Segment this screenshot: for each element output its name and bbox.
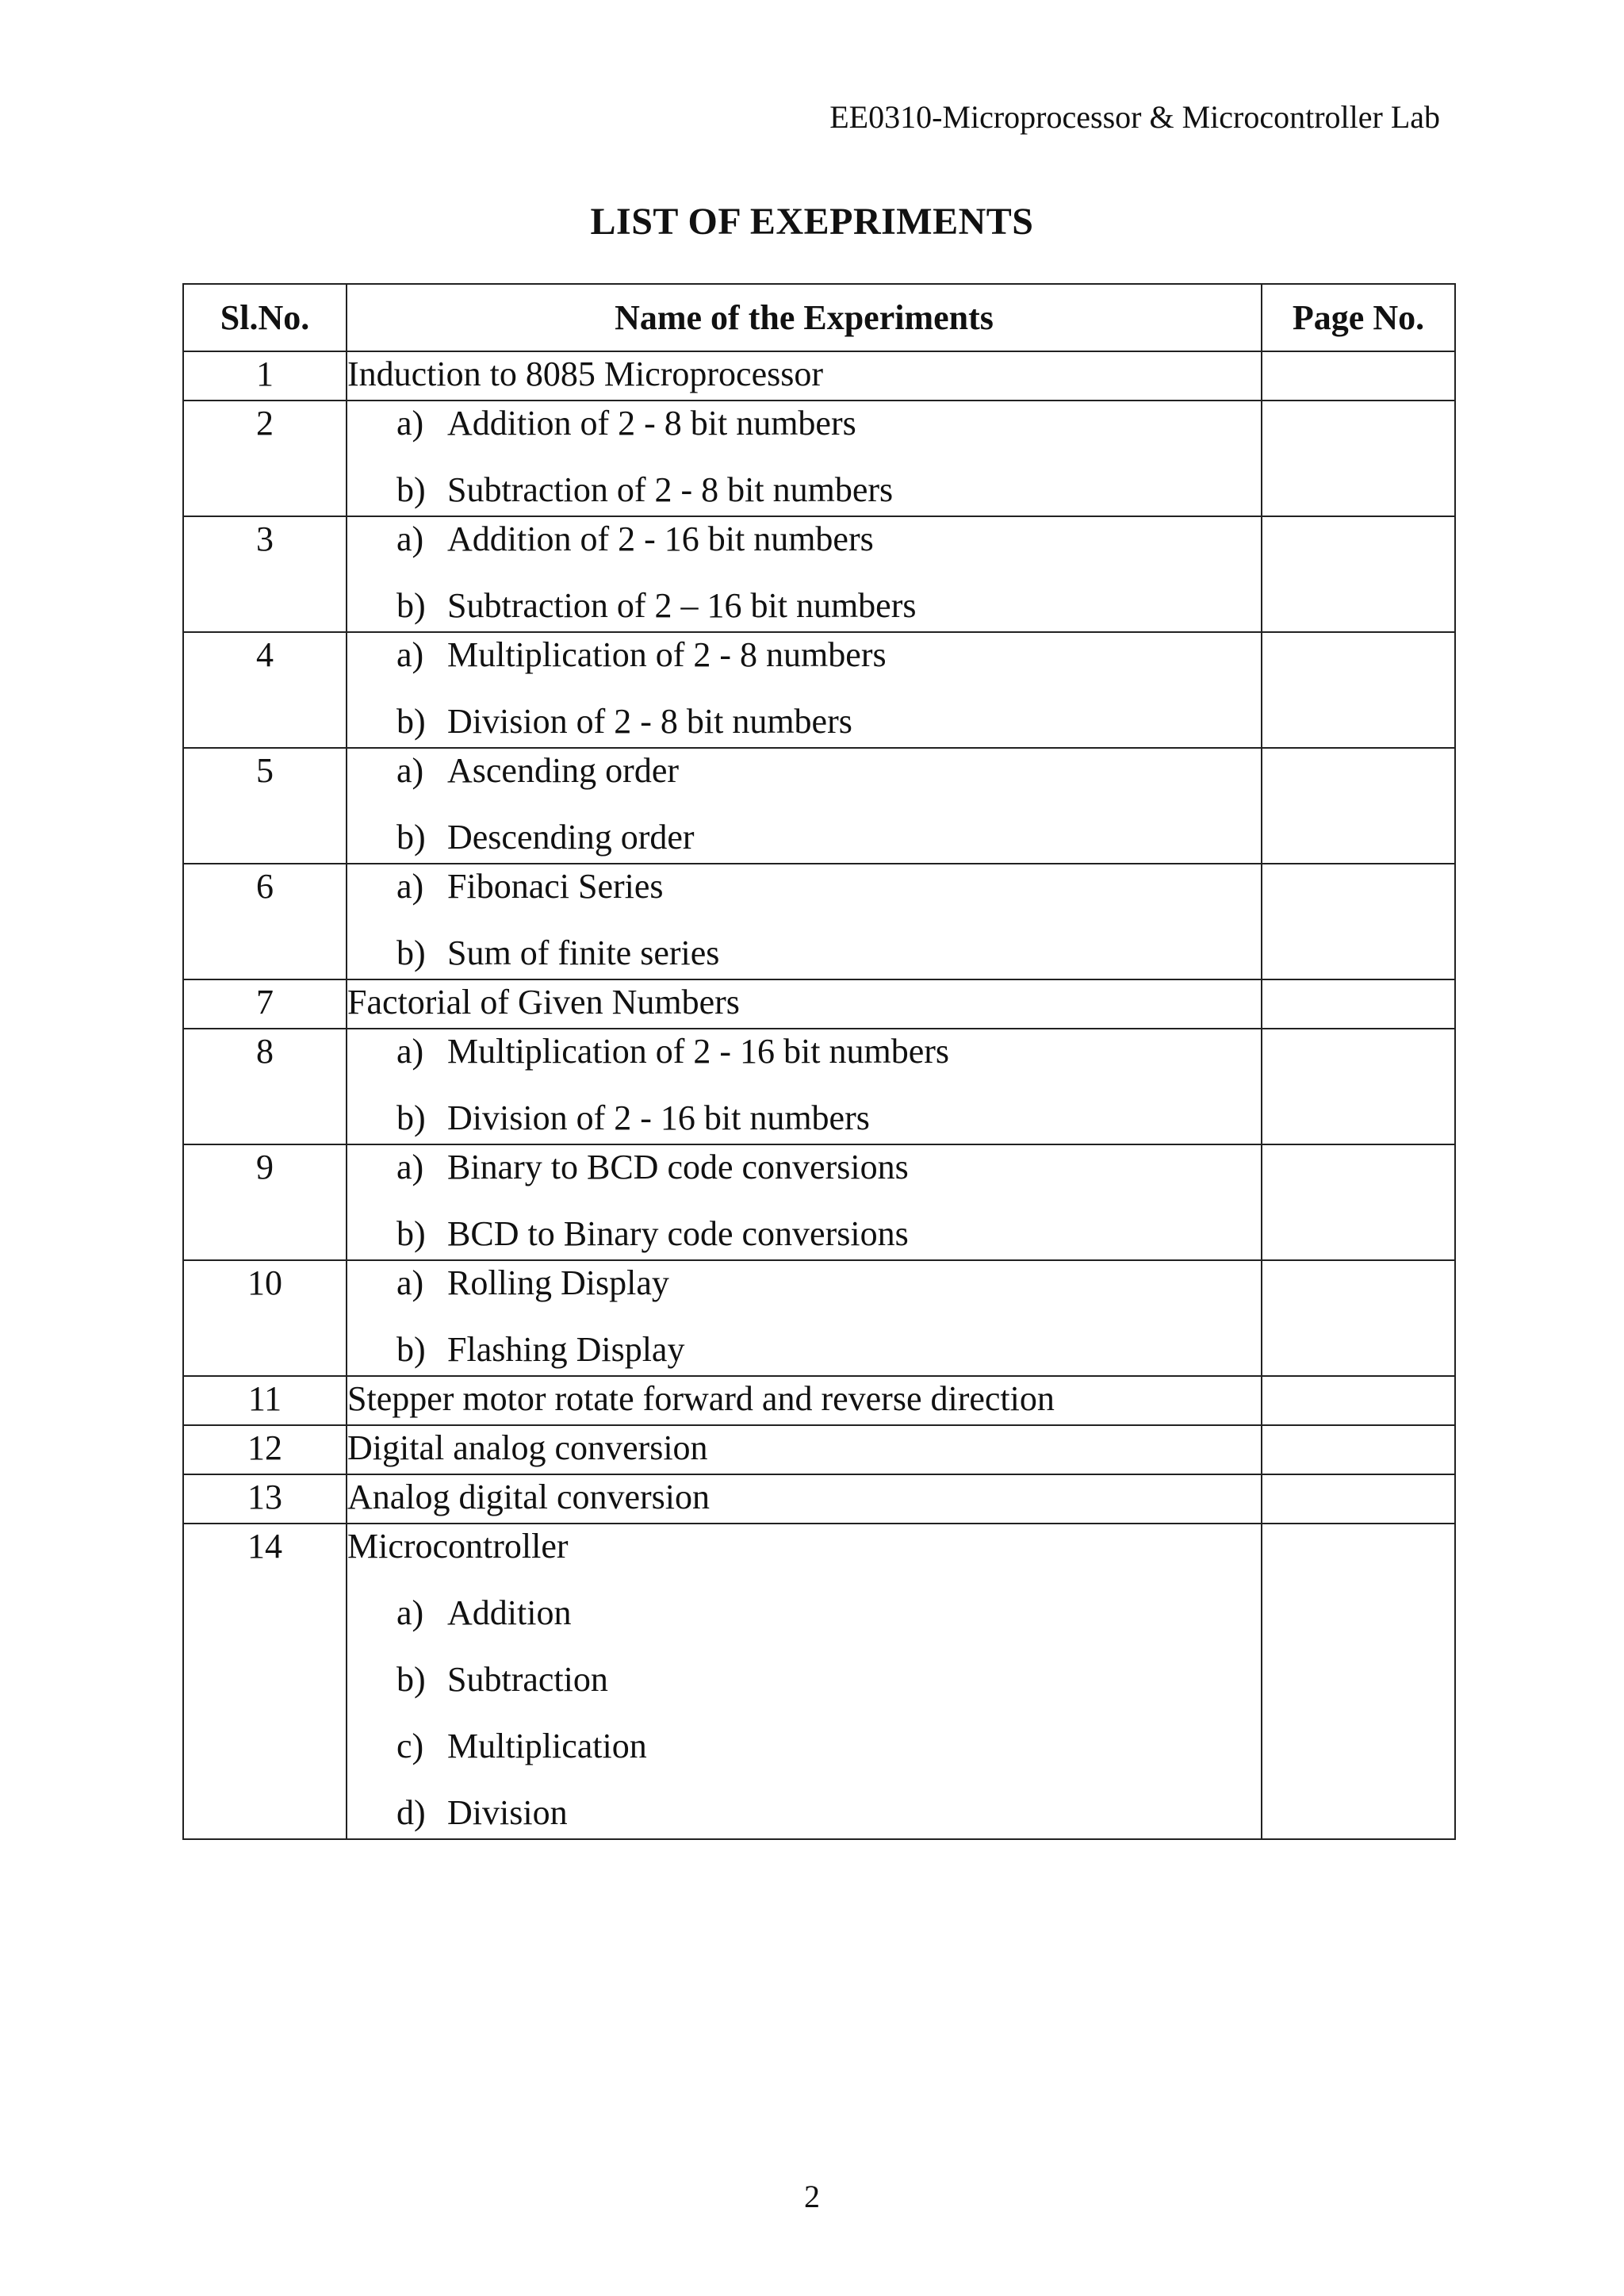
- experiment-sub-item: [347, 1212, 1261, 1259]
- experiment-name-cell: [347, 1425, 1262, 1474]
- table-row: [183, 632, 1455, 748]
- sub-item-text: Ascending order: [447, 751, 680, 790]
- column-header-page-no: Page No.: [1262, 284, 1455, 351]
- experiment-sub-item: [347, 517, 1261, 584]
- table-row: [183, 1144, 1455, 1260]
- page-number-cell: [1262, 1524, 1455, 1839]
- experiment-title: Stepper motor rotate forward and reverse direction: [347, 1379, 1055, 1418]
- page-number-cell: [1262, 632, 1455, 748]
- sub-item-letter: b): [396, 470, 426, 509]
- experiment-title: Induction to 8085 Microprocessor: [347, 355, 823, 393]
- sub-item-letter: a): [396, 1032, 424, 1071]
- sub-item-text: Division of 2 - 16 bit numbers: [447, 1098, 870, 1137]
- experiment-sub-item: [347, 1029, 1261, 1096]
- experiment-name-cell: [347, 1260, 1262, 1376]
- page-number-cell: [1262, 864, 1455, 979]
- sub-item-letter: b): [396, 1098, 426, 1137]
- experiment-name-cell: [347, 351, 1262, 401]
- serial-number-cell: 9: [183, 1144, 347, 1260]
- table-row: [183, 1376, 1455, 1425]
- table-row: [183, 401, 1455, 516]
- serial-number-cell: 14: [183, 1524, 347, 1839]
- experiment-name-cell: [347, 1029, 1262, 1144]
- sub-item-letter: b): [396, 1330, 426, 1369]
- sub-item-letter: b): [396, 818, 426, 857]
- page-number-cell: [1262, 1260, 1455, 1376]
- sub-item-letter: a): [396, 1593, 424, 1632]
- sub-item-letter: a): [396, 519, 424, 558]
- serial-number-cell: 12: [183, 1425, 347, 1474]
- sub-item-text: Sum of finite series: [447, 933, 720, 972]
- sub-item-text: Flashing Display: [447, 1330, 685, 1369]
- sub-item-text: Rolling Display: [447, 1263, 669, 1302]
- serial-number-cell: 5: [183, 748, 347, 864]
- sub-item-text: Subtraction of 2 – 16 bit numbers: [447, 586, 917, 625]
- sub-item-text: Addition: [447, 1593, 572, 1632]
- experiment-name-cell: [347, 864, 1262, 979]
- table-row: [183, 1524, 1455, 1839]
- experiment-sub-item: [347, 584, 1261, 631]
- sub-item-text: Subtraction of 2 - 8 bit numbers: [447, 470, 894, 509]
- sub-item-letter: a): [396, 751, 424, 790]
- serial-number-cell: 4: [183, 632, 347, 748]
- experiments-table-body: [183, 351, 1455, 1839]
- experiment-name-cell: [347, 1474, 1262, 1524]
- experiment-name-cell: [347, 1376, 1262, 1425]
- table-row: [183, 351, 1455, 401]
- serial-number-cell: 10: [183, 1260, 347, 1376]
- sub-item-letter: a): [396, 867, 424, 906]
- serial-number-cell: 7: [183, 979, 347, 1029]
- serial-number-cell: 1: [183, 351, 347, 401]
- sub-item-letter: b): [396, 1660, 426, 1699]
- sub-item-text: Descending order: [447, 818, 695, 857]
- experiments-table: [182, 283, 1456, 1840]
- page-number-cell: [1262, 979, 1455, 1029]
- sub-item-text: Fibonaci Series: [447, 867, 664, 906]
- page-number-cell: [1262, 516, 1455, 632]
- experiment-sub-item: [347, 1145, 1261, 1212]
- sub-item-text: Multiplication of 2 - 16 bit numbers: [447, 1032, 950, 1071]
- experiment-sub-item: [347, 1658, 1261, 1724]
- sub-item-text: Addition of 2 - 16 bit numbers: [447, 519, 874, 558]
- experiment-sub-item: [347, 1591, 1261, 1658]
- sub-item-text: Subtraction: [447, 1660, 608, 1699]
- table-row: [183, 1260, 1455, 1376]
- serial-number-cell: 6: [183, 864, 347, 979]
- experiment-name-cell: [347, 516, 1262, 632]
- sub-item-text: Multiplication: [447, 1727, 647, 1765]
- experiment-name-cell: [347, 748, 1262, 864]
- document-title: LIST OF EXEPRIMENTS: [590, 201, 1034, 243]
- page-number-cell: [1262, 351, 1455, 401]
- page-number-cell: [1262, 1474, 1455, 1524]
- sub-item-letter: a): [396, 1148, 424, 1186]
- page-number-cell: [1262, 1144, 1455, 1260]
- sub-item-text: Binary to BCD code conversions: [447, 1148, 909, 1186]
- experiment-sub-item: [347, 401, 1261, 468]
- sub-item-text: Division of 2 - 8 bit numbers: [447, 702, 852, 741]
- sub-item-letter: b): [396, 933, 426, 972]
- sub-item-letter: a): [396, 635, 424, 674]
- table-header-row: [183, 284, 1455, 351]
- experiment-title: Analog digital conversion: [347, 1478, 710, 1516]
- sub-item-text: Addition of 2 - 8 bit numbers: [447, 404, 856, 443]
- page-number-cell: [1262, 1425, 1455, 1474]
- experiment-sub-item: [347, 815, 1261, 863]
- experiment-sub-item: [347, 1096, 1261, 1144]
- experiment-name-cell: [347, 979, 1262, 1029]
- experiment-sub-item: [347, 1261, 1261, 1328]
- serial-number-cell: 11: [183, 1376, 347, 1425]
- sub-item-letter: d): [396, 1793, 426, 1832]
- experiment-sub-item: [347, 633, 1261, 700]
- sub-item-letter: b): [396, 702, 426, 741]
- sub-item-letter: a): [396, 404, 424, 443]
- table-row: [183, 864, 1455, 979]
- serial-number-cell: 2: [183, 401, 347, 516]
- serial-number-cell: 13: [183, 1474, 347, 1524]
- column-header-name: Name of the Experiments: [347, 284, 1262, 351]
- experiment-sub-item: [347, 864, 1261, 931]
- sub-item-letter: b): [396, 586, 426, 625]
- experiment-name-cell: [347, 632, 1262, 748]
- column-header-sl-no: Sl.No.: [183, 284, 347, 351]
- experiment-title: Digital analog conversion: [347, 1428, 708, 1467]
- page-number-cell: [1262, 1029, 1455, 1144]
- sub-item-letter: c): [396, 1727, 424, 1765]
- table-row: [183, 1474, 1455, 1524]
- experiment-sub-item: [347, 749, 1261, 815]
- table-row: [183, 1425, 1455, 1474]
- experiment-sub-item: [347, 700, 1261, 747]
- sub-item-text: Division: [447, 1793, 568, 1832]
- experiment-name-cell: [347, 401, 1262, 516]
- experiment-name-cell: [347, 1144, 1262, 1260]
- page-number: 2: [804, 2179, 820, 2214]
- experiment-title: Microcontroller: [347, 1527, 569, 1566]
- table-row: [183, 748, 1455, 864]
- experiment-sub-item: [347, 1724, 1261, 1791]
- serial-number-cell: 3: [183, 516, 347, 632]
- sub-item-letter: a): [396, 1263, 424, 1302]
- page-number-cell: [1262, 748, 1455, 864]
- table-row: [183, 516, 1455, 632]
- experiment-sub-item: [347, 1791, 1261, 1838]
- serial-number-cell: 8: [183, 1029, 347, 1144]
- experiment-sub-item: [347, 931, 1261, 979]
- table-row: [183, 1029, 1455, 1144]
- sub-item-letter: b): [396, 1214, 426, 1253]
- experiment-sub-item: [347, 468, 1261, 516]
- page-number-cell: [1262, 1376, 1455, 1425]
- sub-item-text: Multiplication of 2 - 8 numbers: [447, 635, 887, 674]
- experiment-name-cell: [347, 1524, 1262, 1839]
- experiment-sub-item: [347, 1328, 1261, 1375]
- table-row: [183, 979, 1455, 1029]
- sub-item-text: BCD to Binary code conversions: [447, 1214, 909, 1253]
- page-number-cell: [1262, 401, 1455, 516]
- experiment-title: Factorial of Given Numbers: [347, 983, 740, 1022]
- running-header: EE0310-Microprocessor & Microcontroller Lab: [829, 99, 1440, 135]
